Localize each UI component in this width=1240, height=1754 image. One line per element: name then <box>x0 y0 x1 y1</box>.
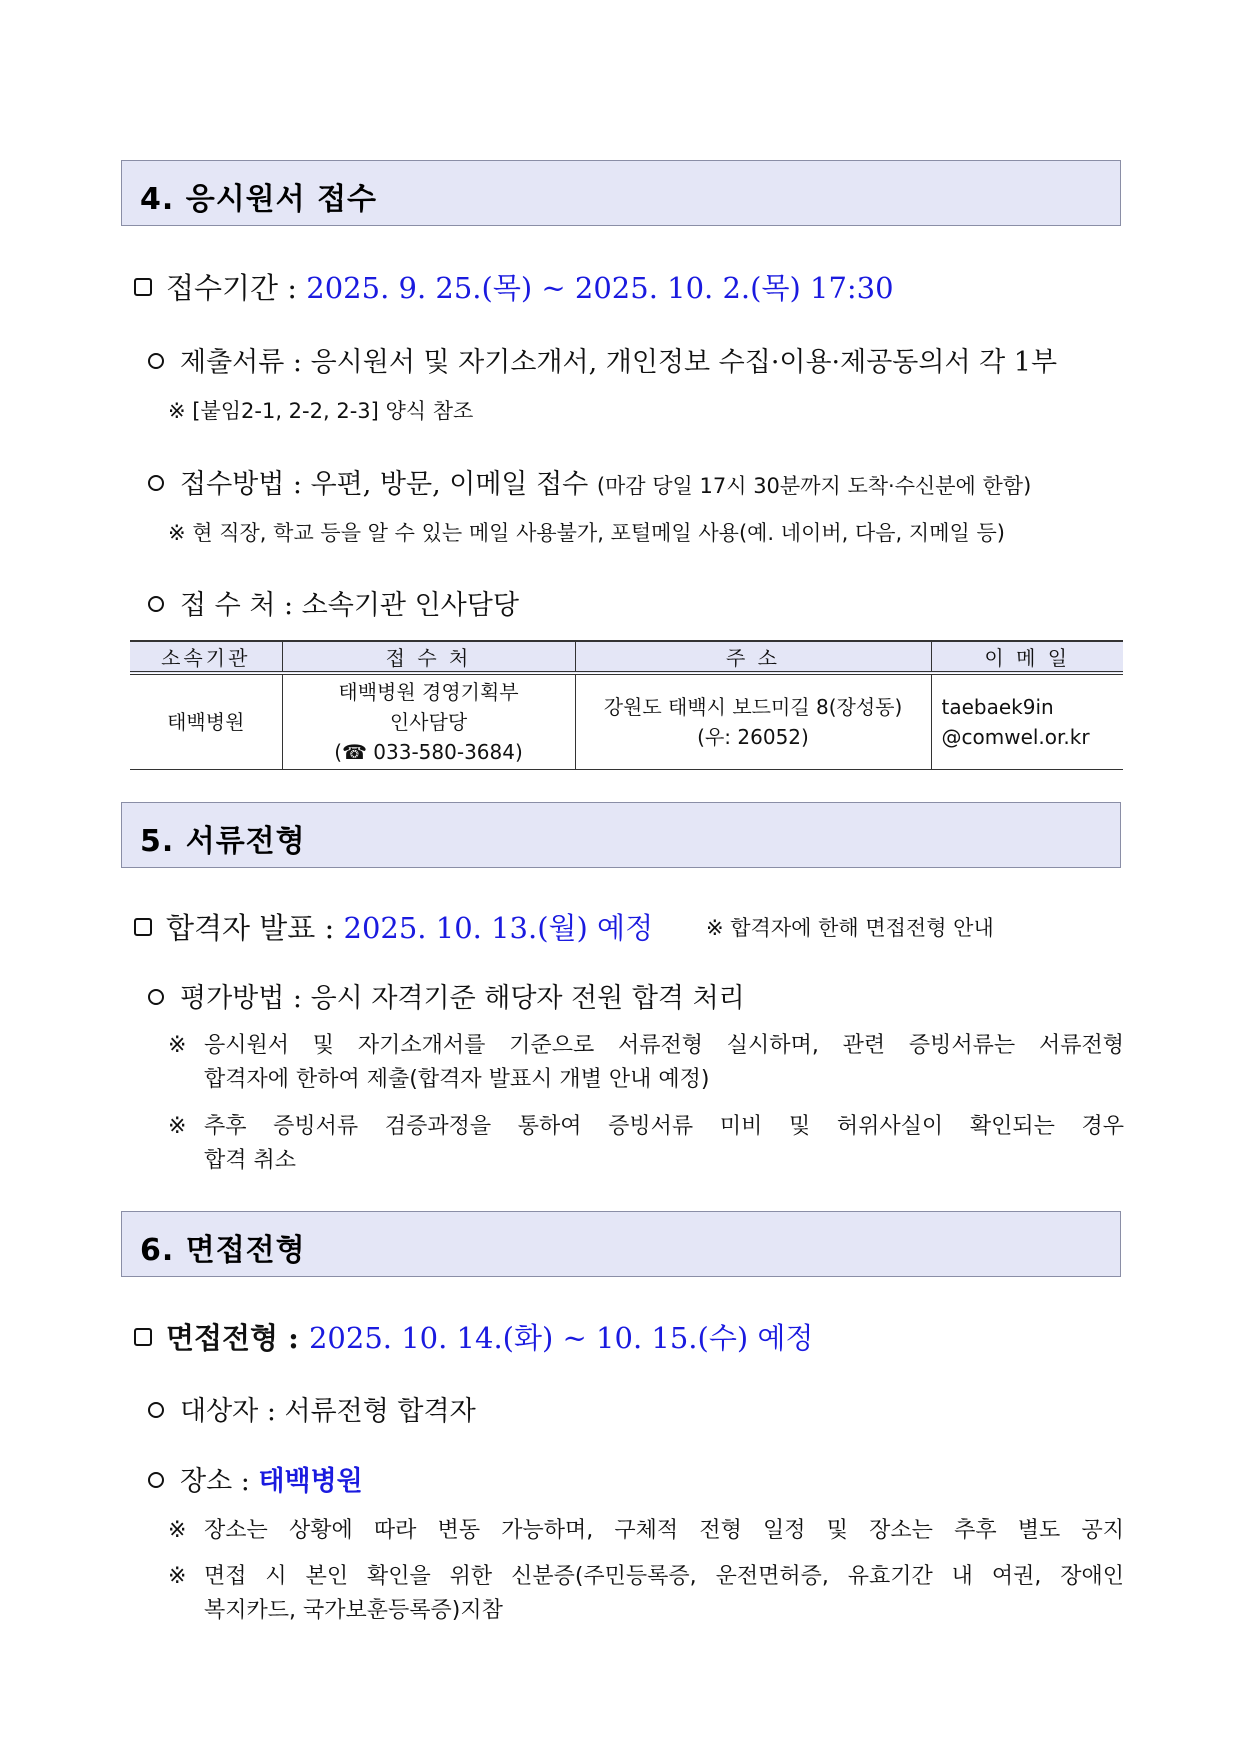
org-cell <box>130 673 282 770</box>
circle-bullet-icon <box>148 989 164 1005</box>
receipt-method-line <box>148 462 1031 501</box>
doc-note-2-line1: 추후 증빙서류 검증과정을 통하여 증빙서류 미비 및 허위사실이 확인되는 경우 <box>204 1114 1124 1139</box>
org-name: 태백병원 <box>167 710 245 734</box>
venue-note-2-line2: 복지카드, 국가보훈등록증)지참 <box>204 1598 503 1623</box>
table-header-row <box>130 641 1123 673</box>
doc-note-1-line1: 응시원서 및 자기소개서를 기준으로 서류전형 실시하며, 관련 증빙서류는 서류전형 <box>204 1033 1124 1058</box>
venue-line <box>148 1459 363 1498</box>
interview-value: 2025. 10. 14.(화) ~ 10. 15.(수) 예정 <box>308 1321 814 1355</box>
ref-mark: ※ <box>168 1114 187 1139</box>
evaluation-text: 평가방법 : 응시 자격기준 해당자 전원 합격 처리 <box>180 983 745 1014</box>
target-line <box>148 1389 476 1428</box>
venue-label: 장소 : <box>180 1466 259 1497</box>
table-header-cell: 주 소 <box>575 641 931 673</box>
email-domain: @comwel.or.kr <box>941 725 1090 749</box>
circle-bullet-icon <box>148 1472 164 1488</box>
doc-note-2-line2: 합격 취소 <box>204 1148 297 1173</box>
email-cell <box>931 673 1123 770</box>
venue-note-2-line1: 면접 시 본인 확인을 위한 신분증(주민등록증, 운전면허증, 유효기간 내 여권, 장애인 <box>204 1564 1124 1589</box>
address-postcode: (우: 26052) <box>697 725 809 749</box>
submit-docs-note: ※ [붙임2-1, 2-2, 2-3] 양식 참조 <box>168 399 474 423</box>
interview-line <box>134 1316 813 1357</box>
checkbox-square-icon <box>134 918 152 936</box>
checkbox-square-icon <box>134 278 152 296</box>
receipt-office-table <box>130 640 1123 770</box>
receipt-method-note: ※ 현 직장, 학교 등을 알 수 있는 메일 사용불가, 포털메일 사용(예. 네이버, 다음, 지메일 등) <box>168 521 1005 545</box>
ref-mark: ※ <box>168 1033 187 1058</box>
section-5-header <box>121 802 1121 868</box>
venue-note-2 <box>168 1560 1124 1628</box>
section-4-title: 4. 응시원서 접수 <box>140 182 378 217</box>
venue-note-1 <box>168 1514 1124 1548</box>
ref-mark: ※ <box>168 1518 187 1543</box>
table-header-cell: 이 메 일 <box>931 641 1123 673</box>
receipt-method-text: 접수방법 : 우편, 방문, 이메일 접수 <box>180 469 597 500</box>
address-street: 강원도 태백시 보드미길 8(장성동) <box>603 695 903 719</box>
office-phone: (☎ 033-580-3684) <box>334 740 523 764</box>
receipt-place-line <box>148 583 519 622</box>
announce-note: ※ 합격자에 한해 면접전형 안내 <box>706 916 994 940</box>
circle-bullet-icon <box>148 475 164 491</box>
circle-bullet-icon <box>148 353 164 369</box>
venue-note-1-text: 장소는 상황에 따라 변동 가능하며, 구체적 전형 일정 및 장소는 추후 별도 공지 <box>204 1518 1124 1543</box>
circle-bullet-icon <box>148 596 164 612</box>
announce-label: 합격자 발표 : <box>166 911 344 945</box>
circle-bullet-icon <box>148 1402 164 1418</box>
section-6-header <box>121 1211 1121 1277</box>
receipt-place-text: 접 수 처 : 소속기관 인사담당 <box>180 590 519 621</box>
ref-mark: ※ <box>168 1564 187 1589</box>
doc-note-1 <box>168 1029 1124 1097</box>
doc-note-1-line2: 합격자에 한하여 제출(합격자 발표시 개별 안내 예정) <box>204 1067 710 1092</box>
submit-docs-line <box>148 340 1057 379</box>
target-text: 대상자 : 서류전형 합격자 <box>180 1396 476 1427</box>
address-cell <box>575 673 931 770</box>
table-row <box>130 673 1123 770</box>
receipt-period-line <box>134 266 894 307</box>
office-team: 인사담당 <box>389 710 468 734</box>
table-header-cell: 소속기관 <box>130 641 282 673</box>
submit-docs-text: 제출서류 : 응시원서 및 자기소개서, 개인정보 수집·이용·제공동의서 각 1부 <box>180 347 1058 378</box>
receipt-method-deadline: (마감 당일 17시 30분까지 도착·수신분에 한함) <box>596 474 1032 498</box>
office-dept: 태백병원 경영기획부 <box>338 680 519 704</box>
announce-line <box>134 906 653 947</box>
announce-value: 2025. 10. 13.(월) 예정 <box>343 911 654 945</box>
venue-value: 태백병원 <box>258 1466 363 1497</box>
section-6-title: 6. 면접전형 <box>140 1233 306 1268</box>
receipt-period-label: 접수기간 : <box>166 271 307 305</box>
table-header-cell: 접 수 처 <box>282 641 575 673</box>
email-local: taebaek9in <box>941 695 1054 719</box>
receipt-period-value: 2025. 9. 25.(목) ~ 2025. 10. 2.(목) 17:30 <box>306 271 894 305</box>
evaluation-line <box>148 976 745 1015</box>
interview-label: 면접전형 : <box>166 1321 309 1355</box>
checkbox-square-icon <box>134 1328 152 1346</box>
section-4-header <box>121 160 1121 226</box>
doc-note-2 <box>168 1110 1124 1178</box>
section-5-title: 5. 서류전형 <box>140 824 306 859</box>
office-cell <box>282 673 575 770</box>
